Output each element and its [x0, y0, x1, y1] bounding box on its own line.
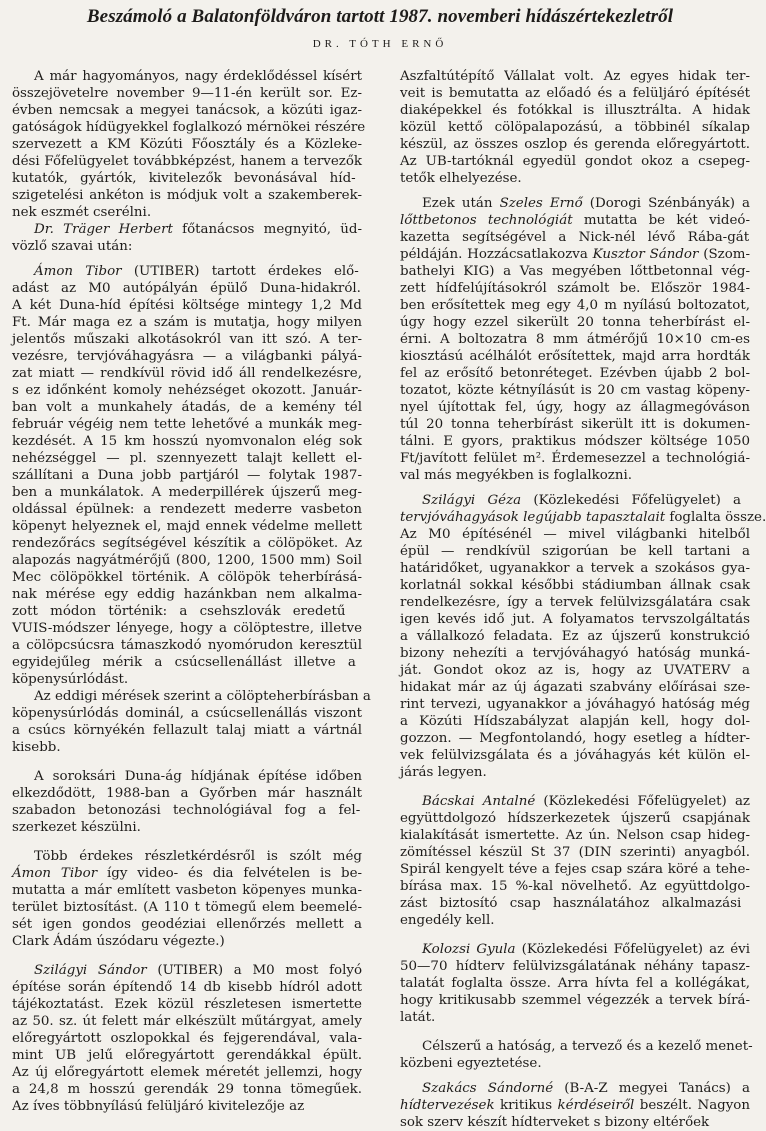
text-line: fel az erősítő betonréteget. Ezévben újabb 2 bol-	[400, 366, 751, 381]
text-line: veit is bemutatta az előadó és a felüljáró építését	[400, 86, 751, 101]
text-line: évben nemcsak a megyei tanácsok, a közúti igaz-	[12, 103, 363, 118]
text-line: előregyártott oszlopokkal és fejgerendával, vala-	[12, 1031, 362, 1046]
text-line: a Közúti Hídszabályzat alapján kell, hogy dol-	[400, 714, 751, 729]
text-line: hídtervezések kritikus kérdéseiről beszélt. Nagyon	[400, 1098, 750, 1113]
text-line: járás legyen.	[400, 765, 487, 780]
text-line: közül kettő cölöpalapozású, a többinél síkalap	[400, 120, 751, 135]
text-line: rendelkezésre, így a tervek felülvizsgálatára csak	[400, 595, 750, 610]
text-line: sok szerv készít hídterveket s bizony eltérőek	[400, 1115, 710, 1130]
text-line: példáján. Hozzácsatlakozva Kusztor Sándor (Szom-	[400, 247, 750, 262]
text-line: zást biztosító csap használatához alkalmazási	[400, 896, 742, 911]
paragraph-gap	[12, 255, 362, 263]
text-line: Az UB-tartóknál egyedül gondot okoz a csepeg-	[400, 154, 750, 169]
text-line: határidőket, ugyanakkor a tervek a szokásos gya-	[400, 561, 750, 576]
text-line: ben erősítettek meg egy 4,0 m nyílású boltozatot,	[400, 298, 750, 313]
text-line: Clark Ádám úszódaru végezte.)	[12, 934, 225, 949]
text-line: rendezőrács segítségével készítik a cölöpöket. Az	[12, 536, 362, 551]
text-line: építése során építendő 14 db kisebb hídról adott	[12, 980, 362, 995]
text-line: zett hídfelújításokról számolt be. Először 1984-	[400, 281, 750, 296]
text-line: a 24,8 m hosszú gerendák 29 tonna tömegűek.	[12, 1082, 362, 1097]
text-line: Az íves többnyílású felüljáró kivitelezője az	[12, 1099, 305, 1114]
italic-term: Kolozsi Gyula	[422, 942, 516, 957]
text-line: az 50. sz. út felett már elkészült műtárgyat, amely	[12, 1014, 362, 1029]
text-line: a vállalkozó feladata. Ez az újszerű konstrukció	[400, 629, 750, 644]
text-line: zat miatt — rendkívül rövid idő áll rendelkezésre,	[12, 366, 362, 381]
text-line: terület biztosítást. (A 110 t tömegű elem beemelé-	[12, 900, 362, 915]
article-author: DR. TÓTH ERNŐ	[312, 38, 448, 50]
text-line: szerkezet készülni.	[12, 820, 141, 835]
text-line: zott módon történik: a csehszlovák eredetű	[12, 604, 346, 619]
text-line: szervezett a KM Közúti Főosztály és a Közleke-	[12, 137, 363, 152]
text-line: zömítéssel készül St 37 (DIN szerinti) anyagból.	[400, 845, 750, 860]
text-line: Szilágyi Sándor (UTIBER) a M0 most folyó	[34, 963, 363, 978]
text-line: A soroksári Duna-ág hídjának építése időben	[34, 769, 363, 784]
paragraph-gap	[400, 187, 750, 195]
text-line: Ezek után Szeles Ernő (Dorogi Szénbányák) a	[422, 196, 750, 211]
text-line: oldással épülnek: a rendezett mederre vasbeton	[12, 502, 362, 517]
text-line: Mec cölöpökkel történik. A cölöpök teherbírásá-	[12, 570, 362, 585]
text-line: Bácskai Antalné (Közlekedési Főfelügyelet) az	[422, 794, 750, 809]
text-line: kezdését. A 15 km hosszú nyomvonalon elég sok	[12, 434, 363, 449]
italic-term: kérdéseiről	[557, 1098, 635, 1113]
text-line: A két Duna-híd építési költsége mintegy 1,2 Md	[12, 298, 362, 313]
text-line: kiosztású acélhálót erősítettek, majd arra hordták	[400, 349, 750, 364]
text-line: jelentős műszaki alkotásokról van itt szó. A ter-	[12, 332, 363, 347]
text-line: mutatta a már említett vasbeton köpenyes munka-	[12, 883, 363, 898]
text-line: rint tervezi, ugyanakkor a jóváhagyó hatóság még	[400, 697, 751, 712]
text-line: korlatnál sokkal későbbi stádiumban állnak csak	[400, 578, 751, 593]
text-line: szállítani a Duna jobb partjáról — folytak 1987-	[12, 468, 362, 483]
italic-term: Ámon Tibor	[12, 866, 98, 881]
italic-term: hídtervezések	[400, 1098, 495, 1113]
paragraph-gap	[400, 1072, 750, 1080]
text-line: kialakítását ismertette. Az ún. Nelson csap hideg-	[400, 828, 750, 843]
italic-term: Szilágyi Géza	[422, 493, 522, 508]
text-line: Az M0 építésénél — mivel világbanki hitelből	[400, 527, 751, 542]
paragraph-gap	[400, 781, 750, 793]
text-line: szabadon betonozási technológiával fog a fel-	[12, 803, 361, 818]
text-line: sét igen gondos geodéziai ellenőrzés mellett a	[12, 917, 362, 932]
paragraph-gap	[400, 484, 750, 492]
text-line: köpenysúrlódást.	[12, 672, 129, 687]
paragraph-gap	[12, 756, 362, 768]
left-column	[12, 68, 371, 1115]
text-line: Kolozsi Gyula (Közlekedési Főfelügyelet) az évi	[422, 942, 751, 957]
text-line: Aszfaltútépítő Vállalat volt. Az egyes hidak ter-	[400, 69, 750, 84]
text-line: Az eddigi mérések szerint a cölöpteherbírásban a	[34, 689, 371, 704]
text-line: nehézséggel — pl. szennyezett talajt kellett el-	[12, 451, 362, 466]
text-line: kisebb.	[12, 740, 61, 755]
text-line: gozzon. — Megfontolandó, hogy esetleg a hídter-	[400, 731, 751, 746]
paragraph-gap	[12, 950, 362, 962]
text-line: igen kevés idő jut. A folyamatos tervszolgáltatás	[400, 612, 751, 627]
paragraph-gap	[400, 929, 750, 941]
italic-term: Ámon Tibor	[34, 264, 122, 279]
text-line: gatóságok hídügyekkel foglalkozó mérnökei részére	[12, 120, 366, 135]
text-line: bírása max. 15 %-kal növelhető. Az együttdolgo-	[400, 879, 751, 894]
text-line: hogy kritikusabb szemmel végezzék a tervek bírá-	[400, 993, 750, 1008]
text-line: egyidejűleg mérik a csúcsellenállást illetve a	[12, 655, 356, 670]
text-line: hidakat már az új ágazati szabvány előírásai sze-	[400, 680, 751, 695]
text-line: alapozás nagyátmérőjű (800, 1200, 1500 mm) Soil	[12, 553, 362, 568]
paragraph-gap	[400, 1026, 750, 1038]
text-line: tálni. E gyors, praktikus módszer költsége 1050	[400, 434, 751, 449]
text-line: ben a munkálatok. A mederpillérek újszerű meg-	[12, 485, 363, 500]
text-line: ját. Gondot okoz az is, hogy az UVATERV a	[400, 663, 751, 678]
text-line: mint UB jelű előregyártott gerendákkal épült.	[12, 1048, 362, 1063]
text-line: bathelyi KIG) a Vas megyében lőttbetonnal vég-	[400, 264, 750, 279]
text-line: Szilágyi Géza (Közlekedési Főfelügyelet) a	[422, 493, 742, 508]
text-line: tájékoztatást. Ezek közül részletesen ismertette	[12, 997, 362, 1012]
text-line: dési Főfelügyelet továbbképzést, hanem a tervezők	[12, 154, 362, 169]
text-line: köpenyt helyeznek el, majd ennek védelme mellett	[12, 519, 362, 534]
text-line: VUIS-módszer lényege, hogy a cölöptestre, illetve	[12, 621, 362, 636]
text-line: készül, az összes oszlop és gerenda előregyártott.	[400, 137, 750, 152]
paragraph-gap	[12, 836, 362, 848]
text-line: szigetelési ankéton is módjuk volt a szakemberek-	[12, 188, 362, 203]
text-line: talatát foglalta össze. Arra hívta fel a kollégákat,	[400, 976, 751, 991]
text-line: nak mérése egy eddig hazánkban nem alkalma-	[12, 587, 363, 602]
italic-term: Szeles Ernő	[499, 196, 583, 211]
italic-term: Bácskai Antalné	[422, 794, 536, 809]
italic-term: Kusztor Sándor	[592, 247, 699, 262]
text-line: 50—70 hídterv felülvizsgálatának néhány tapasz-	[400, 959, 750, 974]
italic-term: lőttbetonos technológiát	[400, 213, 573, 228]
text-line: együttdolgozó hídszerkezetek újszerű csapjának	[400, 811, 750, 826]
text-line: val más megyékben is foglalkozni.	[400, 468, 633, 483]
text-line: a csúcs környékén fellazult talaj miatt a vártnál	[12, 723, 363, 738]
text-line: Az új előregyártott elemek méretét jellemzi, hogy	[12, 1065, 362, 1080]
italic-term: Dr. Träger Herbert	[34, 222, 173, 237]
text-line: tervjóváhagyások legújabb tapasztalait foglalta össze.	[400, 510, 766, 525]
text-line: latát.	[400, 1010, 436, 1025]
text-line: Ámon Tibor így video- és dia felvételen is be-	[12, 866, 363, 881]
text-line: kutatók, gyártók, kivitelezők bevonásával híd-	[12, 171, 356, 186]
italic-term: tervjóváhagyások legújabb tapasztalait	[400, 510, 666, 525]
text-line: Több érdekes részletkérdésről is szólt még	[34, 849, 362, 864]
text-line: diaképekkel és fotókkal is illusztrálta. A hidak	[400, 103, 751, 118]
text-line: kazetta segítségével a Nick-nél lévő Rába-gát	[400, 230, 750, 245]
text-line: túl 20 tonna teherbírást sikerült itt is dokumen-	[400, 417, 750, 432]
text-line: tetők elhelyezése.	[400, 171, 522, 186]
text-line: A már hagyományos, nagy érdeklődéssel kísért	[34, 69, 362, 84]
text-line: a cölöpcsúcsra támaszkodó nyomórudon keresztül	[12, 638, 362, 653]
right-column	[400, 68, 766, 1131]
article-title: Beszámoló a Balatonföldváron tartott 1987. novemberi hídászértekezletről	[86, 6, 674, 27]
text-line: tozatot, közte kétnyílásút is 20 cm vastag köpeny-	[400, 383, 750, 398]
text-line: Spirál kengyelt téve a fejes csap szára köré a tehe-	[400, 862, 750, 877]
text-line: érni. A boltozatra 8 mm átmérőjű 10×10 cm-es	[400, 332, 750, 347]
text-line: Dr. Träger Herbert főtanácsos megnyitó, üd-	[34, 222, 362, 237]
text-line: engedély kell.	[400, 913, 495, 928]
text-line: úgy hogy ezzel sikerült 20 tonna teherbírást el-	[400, 315, 750, 330]
text-line: Szakács Sándorné (B-A-Z megyei Tanács) a	[422, 1081, 751, 1096]
text-line: ban volt a munkahely átadás, de a kemény tél	[12, 400, 363, 415]
text-line: Ft. Már maga ez a szám is mutatja, hogy milyen	[12, 315, 362, 330]
text-line: nek eszmét cserélni.	[12, 205, 152, 220]
italic-term: Szakács Sándorné	[422, 1081, 554, 1096]
text-line: közbeni egyeztetése.	[400, 1056, 542, 1071]
text-line: Ámon Tibor (UTIBER) tartott érdekes elő-	[34, 264, 359, 279]
text-line: köpenysúrlódás dominál, a csúcsellenállás viszont	[12, 706, 362, 721]
text-line: lőttbetonos technológiát mutatta be két videó-	[400, 213, 751, 228]
text-line: Ft/javított felület m². Érdemesezzel a technológiá-	[400, 451, 750, 466]
text-line: vezésre, tervjóváhagyásra — a világbanki pályá-	[12, 349, 362, 364]
italic-term: Szilágyi Sándor	[34, 963, 147, 978]
text-line: vek felülvizsgálata és a jóváhagyás két külön el-	[400, 748, 750, 763]
text-line: elkezdődött, 1988-ban a Győrben már használt	[12, 786, 363, 801]
text-line: bizony nehezíti a tervjóváhagyó hatóság munká-	[400, 646, 751, 661]
text-line: vözlő szavai után:	[12, 239, 133, 254]
text-line: Célszerű a hatóság, a tervező és a kezelő menet-	[422, 1039, 753, 1054]
text-line: s ez időnként komoly nehézséget okozott. Január-	[12, 383, 363, 398]
text-line: február végéig nem tette lehetővé a munkák meg-	[12, 417, 363, 432]
text-line: épül — rendkívül szigorúan be kell tartani a	[400, 544, 751, 559]
text-line: összejövetelre november 9—11-én került sor. Ez-	[12, 86, 362, 101]
text-line: nyel újítottak fel, úgy, hogy az állagmegóváson	[400, 400, 750, 415]
text-line: adást az M0 autópályán épülő Duna-hidakról.	[12, 281, 361, 296]
